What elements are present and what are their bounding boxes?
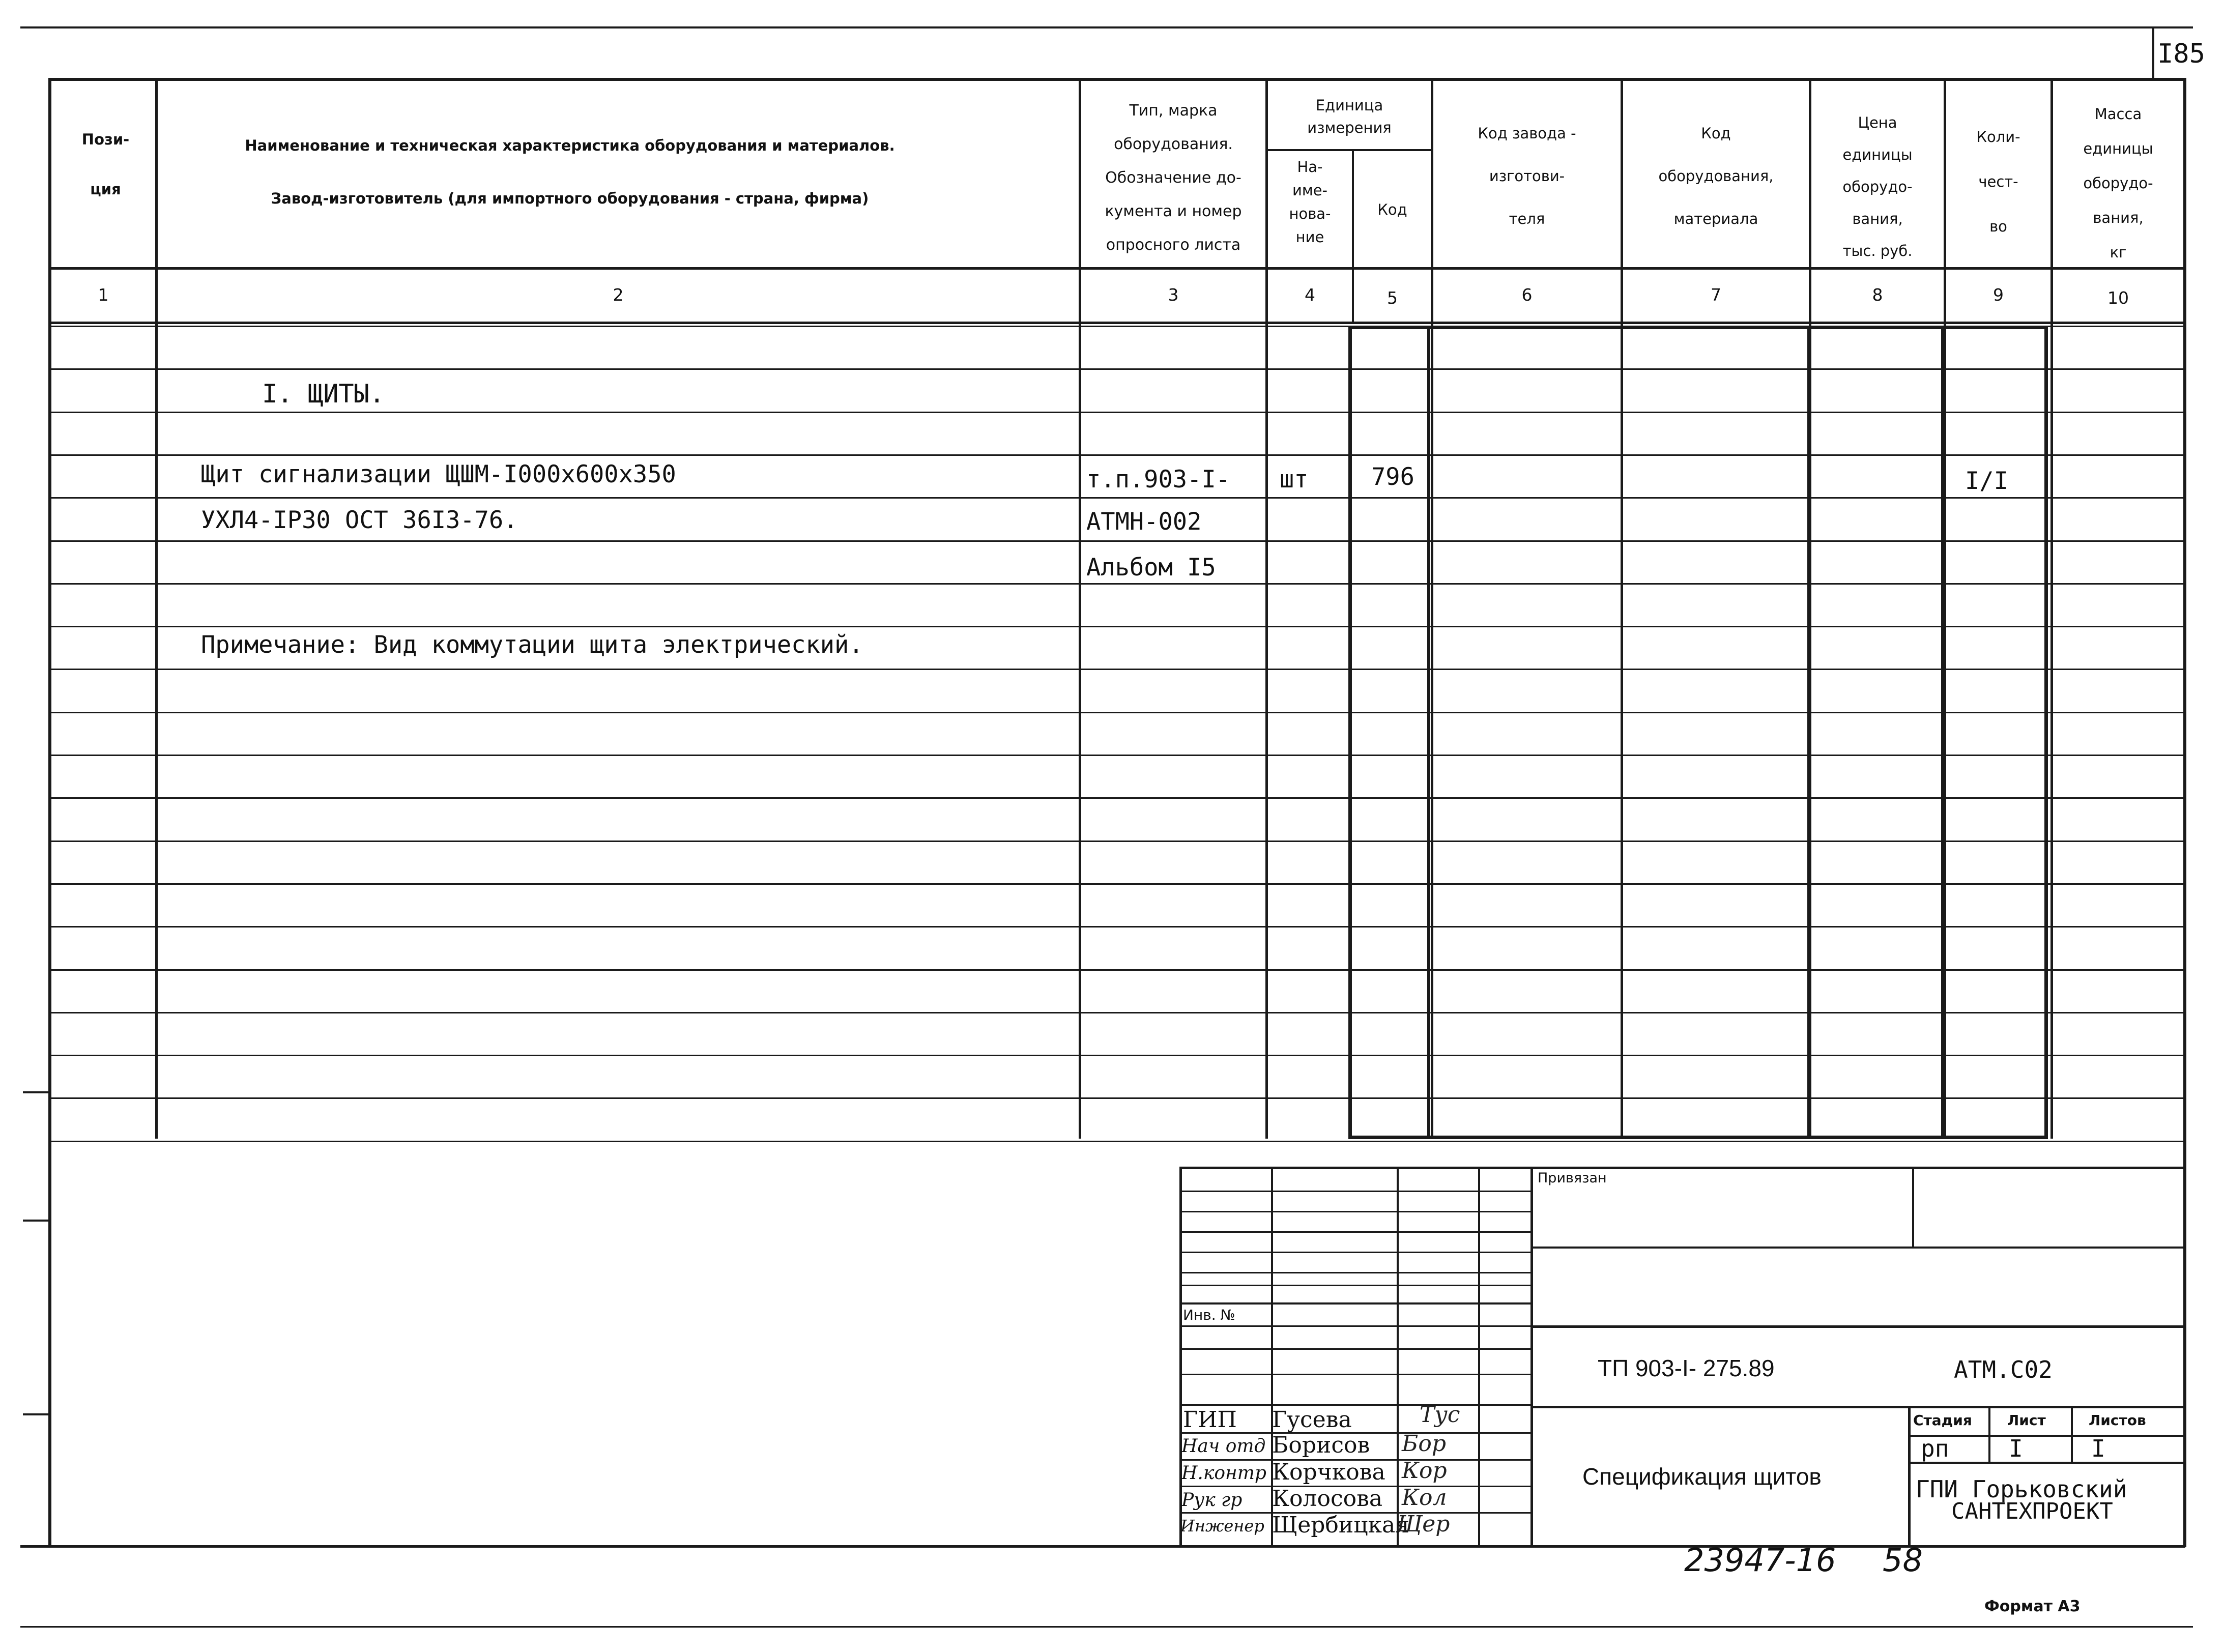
column-number-10: 10 <box>2107 288 2129 308</box>
stage-label: Стадия <box>1913 1412 1972 1429</box>
document-title: Спецификация щитов <box>1582 1463 1822 1490</box>
tb-line-code-bottom <box>1530 1406 2185 1408</box>
signer-signature-2: Бор <box>1402 1431 1446 1457</box>
table-row-line <box>48 1012 2185 1013</box>
table-row-line <box>48 969 2185 971</box>
table-row-line <box>48 368 2185 370</box>
tb-stage-col-2 <box>2071 1406 2073 1463</box>
tb-stage-line-2 <box>1908 1462 2185 1464</box>
thick-col-7-8 <box>1807 326 1810 1139</box>
tb-attached-divider <box>1912 1167 1914 1248</box>
table-row-line <box>48 1097 2185 1099</box>
sheets-label: Листов <box>2089 1412 2146 1429</box>
signer-signature-3: Кор <box>1402 1458 1447 1484</box>
tb-grid-line <box>1179 1374 1530 1375</box>
column-number-8: 8 <box>1872 285 1883 305</box>
tb-title-divider <box>1908 1406 1911 1546</box>
page-number: I85 <box>2157 39 2205 69</box>
table-row-line <box>48 926 2185 928</box>
tb-grid-line <box>1179 1211 1530 1212</box>
margin-tick-3 <box>23 1413 51 1415</box>
tb-grid-line <box>1179 1348 1530 1350</box>
thick-box-left <box>1348 326 1352 1139</box>
table-row-line <box>48 669 2185 670</box>
thick-box-right <box>2044 326 2048 1139</box>
table-row-line <box>48 797 2185 799</box>
tb-stage-line-1 <box>1908 1435 2185 1437</box>
header-type: Тип, марка оборудования. Обозначение до- кумента и номер опросного листа <box>1105 102 1242 254</box>
table-row-line <box>48 755 2185 756</box>
column-number-2: 2 <box>613 285 624 305</box>
column-number-5: 5 <box>1387 288 1398 308</box>
item-type-line3: Альбом I5 <box>1086 554 1216 582</box>
column-number-3: 3 <box>1168 285 1179 305</box>
colnum-bottom-line <box>48 322 2185 324</box>
archive-sheet: 58 <box>1883 1542 1923 1579</box>
tb-col-b <box>1397 1167 1399 1547</box>
table-row-line <box>48 626 2185 627</box>
signer-role-5: Инженер <box>1180 1516 1264 1535</box>
inv-number-label: Инв. № <box>1183 1307 1235 1323</box>
table-row-line <box>48 1141 2185 1142</box>
signer-name-1: Гусева <box>1272 1407 1352 1433</box>
header-unit-name: На- име- нова- ние <box>1289 158 1331 246</box>
stage-value: рп <box>1921 1435 1949 1462</box>
page-number-box-left <box>2152 28 2154 79</box>
item-type-line1: т.п.903-I- <box>1086 466 1230 494</box>
item-name-line2: УХЛ4-IР30 ОСТ 36I3-76. <box>201 506 518 534</box>
signer-role-1: ГИП <box>1183 1407 1237 1433</box>
header-equipment-code: Код оборудования, материала <box>1658 125 1774 227</box>
header-name-line2: Завод-изготовитель (для импортного оборудования - страна, фирма) <box>271 190 869 207</box>
column-number-1: 1 <box>98 285 109 305</box>
item-type-line2: АТМН-002 <box>1086 508 1202 536</box>
signer-name-2: Борисов <box>1272 1432 1370 1458</box>
tb-line-attached-bottom <box>1530 1247 2185 1249</box>
signer-signature-5: Щер <box>1397 1511 1450 1537</box>
tb-col-d <box>1530 1167 1533 1547</box>
sheet-value: I <box>2009 1435 2023 1462</box>
tb-grid-line <box>1179 1231 1530 1233</box>
tb-right <box>2183 1167 2186 1547</box>
margin-tick-2 <box>23 1220 51 1222</box>
table-row-line <box>48 883 2185 885</box>
tb-grid-line <box>1179 1252 1530 1253</box>
tb-inv-line2 <box>1179 1325 1530 1327</box>
item-unit-code: 796 <box>1371 463 1414 491</box>
column-number-7: 7 <box>1711 285 1721 305</box>
tb-grid-line <box>1179 1404 1530 1406</box>
document-code: ТП 903-I- 275.89 <box>1598 1355 1775 1381</box>
column-number-6: 6 <box>1521 285 1533 305</box>
tb-grid-line <box>1179 1272 1530 1273</box>
attached-label: Привязан <box>1538 1170 1607 1186</box>
tb-inv-line <box>1179 1302 1530 1305</box>
header-bottom-line <box>48 267 2185 270</box>
header-mass: Масса единицы оборудо- вания, кг <box>2083 105 2153 261</box>
header-name-line1: Наименование и техническая характеристика оборудования и материалов. <box>245 137 895 154</box>
table-top-border <box>48 78 2185 81</box>
table-row-line <box>48 497 2185 499</box>
table-row-line <box>48 540 2185 542</box>
table-bottom-border <box>20 1545 2185 1548</box>
organization-line2: САНТЕХПРОЕКТ <box>1951 1498 2113 1524</box>
bottom-edge-line <box>20 1626 2193 1628</box>
tb-line-code-top <box>1530 1325 2185 1328</box>
table-row-line <box>48 454 2185 456</box>
table-row-line <box>48 841 2185 842</box>
document-mark: АТМ.С02 <box>1954 1356 2053 1383</box>
sheet-label: Лист <box>2007 1412 2046 1429</box>
signer-signature-1: Тус <box>1420 1402 1460 1428</box>
item-name-line1: Щит сигнализации ЩШМ-I000х600х350 <box>201 460 676 488</box>
table-row-line <box>48 712 2185 713</box>
signer-name-4: Колосова <box>1272 1486 1383 1512</box>
tb-stage-col-1 <box>1988 1406 1990 1463</box>
col-line-1 <box>155 79 158 1139</box>
table-row-line <box>48 326 2185 327</box>
column-number-9: 9 <box>1993 285 2004 305</box>
signer-name-3: Корчкова <box>1272 1459 1385 1485</box>
item-unit-name: шт <box>1280 466 1309 494</box>
tb-grid-line <box>1179 1191 1530 1192</box>
header-unit-group: Единица измерения <box>1307 97 1392 136</box>
note-text: Примечание: Вид коммутации щита электрический. <box>201 631 863 659</box>
signer-role-3: Н.контр <box>1181 1463 1266 1484</box>
tb-top <box>1179 1167 2185 1169</box>
table-row-line <box>48 412 2185 413</box>
header-unit-code: Код <box>1377 201 1407 218</box>
table-row-line <box>48 1055 2185 1056</box>
header-quantity: Коли- чест- во <box>1976 128 2020 235</box>
section-title: I. ЩИТЫ. <box>262 379 385 409</box>
top-edge-line <box>20 26 2193 28</box>
column-number-4: 4 <box>1305 285 1315 305</box>
archive-number: 23947-16 <box>1684 1542 1836 1579</box>
signer-role-4: Рук гр <box>1181 1490 1243 1511</box>
signer-signature-4: Кол <box>1402 1485 1447 1511</box>
signer-name-5: Щербицкая <box>1272 1512 1410 1538</box>
header-position: Пози- ция <box>81 131 130 198</box>
header-factory-code: Код завода - изготови- теля <box>1478 125 1576 227</box>
tb-col-c <box>1478 1167 1480 1547</box>
thick-col-5-6 <box>1427 326 1430 1139</box>
header-price: Цена единицы оборудо- вания, тыс. руб. <box>1842 114 1913 259</box>
organization-line1: ГПИ Горьковский <box>1916 1475 2127 1503</box>
margin-tick-1 <box>23 1091 51 1093</box>
item-quantity: I/I <box>1965 467 2008 495</box>
thick-col-8-9 <box>1941 326 1944 1139</box>
tb-grid-line <box>1179 1285 1530 1286</box>
table-row-line <box>48 583 2185 585</box>
format-label: Формат А3 <box>1984 1598 2081 1615</box>
signer-role-2: Нач отд <box>1181 1436 1266 1457</box>
sheets-value: I <box>2091 1435 2105 1462</box>
unit-group-divider <box>1267 149 1432 151</box>
